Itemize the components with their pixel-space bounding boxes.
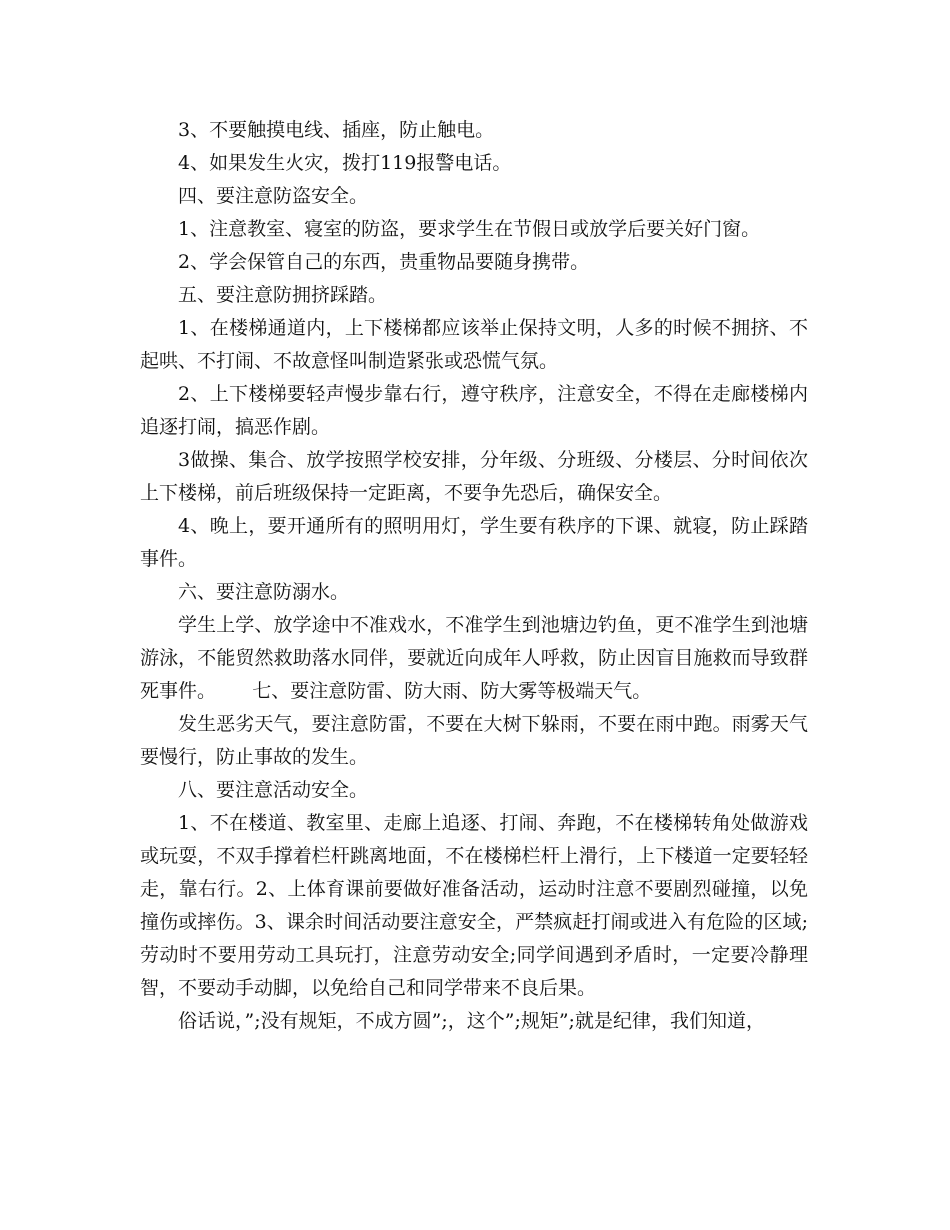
heading-theft: 四、要注意防盗安全。	[178, 185, 369, 207]
paragraph-activity: 1、不在楼道、教室里、走廊上追逐、打闹、奔跑，不在楼梯转角处做游戏或玩耍，不双手撑着栏杆跳离地面，不在楼梯栏杆上滑行，上下楼道一定要轻轻走，靠右行。2、上体育课前要做好准备活动，运动时注意不要剧烈碰撞，以免撞伤或摔伤。3、课余时间活动要注意安全，严禁疯赶打闹或进入有危险的区域;劳动时不要用劳动工具玩打，注意劳动安全;同学间遇到矛盾时，一定要冷静理智，不要动手动脚，以免给自己和同学带来不良后果。	[140, 812, 808, 999]
paragraph-electricity: 3、不要触摸电线、插座，防止触电。	[178, 119, 495, 141]
paragraph-stampede-1: 1、在楼梯通道内，上下楼梯都应该举止保持文明，人多的时候不拥挤、不起哄、不打闹、不故意怪叫制造紧张或恐慌气氛。	[140, 317, 808, 372]
paragraph-theft-1: 1、注意教室、寝室的防盗，要求学生在节假日或放学后要关好门窗。	[178, 218, 761, 240]
paragraph-theft-2: 2、学会保管自己的东西，贵重物品要随身携带。	[178, 251, 590, 273]
paragraph-discipline: 俗话说，”;没有规矩，不成方圆”;，这个”;规矩”;就是纪律，我们知道，	[178, 1010, 765, 1032]
heading-stampede: 五、要注意防拥挤踩踏。	[178, 284, 388, 306]
heading-activity: 八、要注意活动安全。	[178, 779, 369, 801]
paragraph-stampede-3: 3做操、集合、放学按照学校安排，分年级、分班级、分楼层、分时间依次上下楼梯，前后班级保持一定距离，不要争先恐后，确保安全。	[140, 449, 808, 504]
paragraph-stampede-4: 4、晚上，要开通所有的照明用灯，学生要有秩序的下课、就寝，防止踩踏事件。	[140, 515, 808, 570]
paragraph-stampede-2: 2、上下楼梯要轻声慢步靠右行，遵守秩序，注意安全，不得在走廊楼梯内追逐打闹，搞恶作剧。	[140, 383, 808, 438]
paragraph-weather: 发生恶劣天气，要注意防雷，不要在大树下躲雨，不要在雨中跑。雨雾天气要慢行，防止事故的发生。	[140, 713, 808, 768]
paragraph-drowning: 学生上学、放学途中不准戏水，不准学生到池塘边钓鱼，更不准学生到池塘游泳，不能贸然救助落水同伴，要就近向成年人呼救，防止因盲目施救而导致群死事件。 七、要注意防雷、防大雨、防大雾等极端天气。	[140, 614, 808, 702]
heading-drowning: 六、要注意防溺水。	[178, 581, 350, 603]
document-body	[140, 114, 808, 1038]
paragraph-fire: 4、如果发生火灾，拨打119报警电话。	[178, 152, 512, 174]
